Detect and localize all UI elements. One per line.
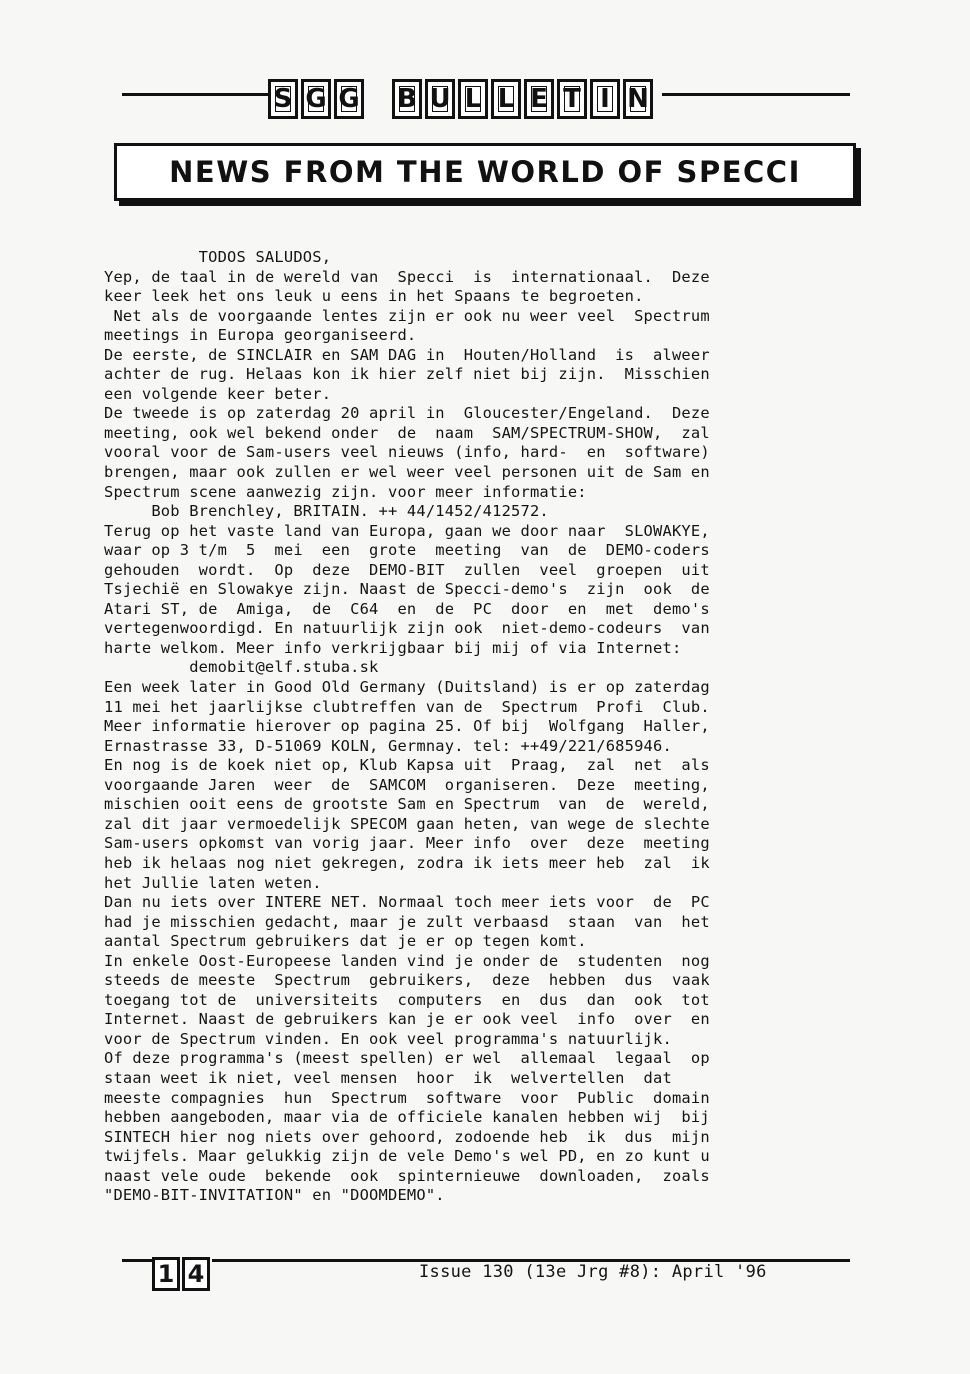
text-line: SINTECH hier nog niets over gehoord, zodoende heb ik dus mijn (104, 1127, 710, 1146)
page-number (152, 1257, 210, 1291)
masthead-letter: S (268, 79, 298, 119)
text-line: Spectrum scene aanwezig zijn. voor meer informatie: (104, 482, 587, 501)
text-line: De tweede is op zaterdag 20 april in Gloucester/Engeland. Deze (104, 404, 710, 423)
text-line: Dan nu iets over INTERE NET. Normaal toch meer iets voor de PC (104, 893, 710, 912)
masthead-letter: G (334, 79, 364, 119)
masthead-word-sgg (268, 79, 364, 119)
text-line: waar op 3 t/m 5 mei een grote meeting van de DEMO-coders (104, 541, 710, 560)
text-line: Net als de voorgaande lentes zijn er ook nu weer veel Spectrum (104, 306, 710, 325)
text-line: Tsjechië en Slowakye zijn. Naast de Specci-demo's zijn ook de (104, 580, 710, 599)
masthead-letter: U (425, 79, 455, 119)
page-number-digit: 1 (152, 1257, 180, 1291)
text-line: steeds de meeste Spectrum gebruikers, deze hebben dus vaak (104, 971, 710, 990)
text-line: De eerste, de SINCLAIR en SAM DAG in Houten/Holland is alweer (104, 345, 710, 364)
text-line: vertegenwoordigd. En natuurlijk zijn ook niet-demo-codeurs van (104, 619, 710, 638)
text-line: In enkele Oost-Europeese landen vind je onder de studenten nog (104, 951, 710, 970)
text-line: TODOS SALUDOS, (104, 248, 332, 266)
text-line: toegang tot de universiteits computers en dus dan ook tot (104, 990, 710, 1009)
text-line: staan weet ik niet, veel mensen hoor ik welvertellen dat (104, 1068, 672, 1087)
masthead-word-bulletin (392, 79, 653, 119)
article-body (104, 248, 860, 1206)
text-line: Internet. Naast de gebruikers kan je er ook veel info over en (104, 1010, 710, 1029)
text-line: achter de rug. Helaas kon ik hier zelf niet bij zijn. Misschien (104, 365, 710, 384)
text-line: En nog is de koek niet op, Klub Kapsa uit Praag, zal net als (104, 756, 710, 775)
text-line: meeting, ook wel bekend onder de naam SAM/SPECTRUM-SHOW, zal (104, 423, 710, 442)
text-line: aantal Spectrum gebruikers dat je er op tegen komt. (104, 932, 587, 951)
text-line: mischien ooit eens de grootste Sam en Spectrum van de wereld, (104, 795, 710, 814)
text-line: demobit@elf.stuba.sk (104, 658, 379, 677)
text-line: harte welkom. Meer info verkrijgbaar bij mij of via Internet: (104, 638, 682, 657)
text-line: het Jullie laten weten. (104, 873, 322, 892)
text-line: Ernastrasse 33, D-51069 KOLN, Germnay. tel: ++49/221/685946. (104, 736, 672, 755)
text-line: Of deze programma's (meest spellen) er wel allemaal legaal op (104, 1049, 710, 1068)
text-line: zal dit jaar vermoedelijk SPECOM gaan heten, van wege de slechte (104, 814, 710, 833)
masthead-rule-left (122, 93, 268, 96)
text-line: vooral voor de Sam-users veel nieuws (info, hard- en software) (104, 443, 710, 462)
masthead-letter: I (590, 79, 620, 119)
text-line: hebben aangeboden, maar via de officiele kanalen hebben wij bij (104, 1108, 710, 1127)
masthead-letter: E (524, 79, 554, 119)
masthead-letter: B (392, 79, 422, 119)
masthead-letter: L (458, 79, 488, 119)
text-line: meetings in Europa georganiseerd. (104, 326, 417, 345)
text-line: 11 mei het jaarlijkse clubtreffen van de Spectrum Profi Club. (104, 697, 710, 716)
text-line: heb ik helaas nog niet gekregen, zodra ik iets meer heb zal ik (104, 853, 710, 872)
text-line: Bob Brenchley, BRITAIN. ++ 44/1452/412572. (104, 502, 549, 521)
text-line: meeste compagnies hun Spectrum software voor Public domain (104, 1088, 710, 1107)
text-line: Atari ST, de Amiga, de C64 en de PC door en met demo's (104, 599, 710, 618)
footer-rule-left (122, 1259, 152, 1262)
text-line: Yep, de taal in de wereld van Specci is internationaal. Deze (104, 267, 710, 286)
text-line: voorgaande Jaren weer de SAMCOM organiseren. Deze meeting, (104, 775, 710, 794)
text-line: naast vele oude bekende ook spinternieuwe downloaden, zoals (104, 1166, 710, 1185)
article-title-box (114, 143, 856, 201)
text-line: voor de Spectrum vinden. En ook veel programma's natuurlijk. (104, 1029, 672, 1048)
issue-info: Issue 130 (13e Jrg #8): April '96 (419, 1262, 767, 1282)
page-number-digit: 4 (182, 1257, 210, 1291)
text-line: twijfels. Maar gelukkig zijn de vele Demo's wel PD, en zo kunt u (104, 1147, 710, 1166)
text-line: brengen, maar ook zullen er wel weer veel personen uit de Sam en (104, 463, 710, 482)
text-line: Een week later in Good Old Germany (Duitsland) is er op zaterdag (104, 678, 710, 697)
text-line: Terug op het vaste land van Europa, gaan we door naar SLOWAKYE, (104, 521, 710, 540)
masthead-letter: N (623, 79, 653, 119)
masthead-letter: T (557, 79, 587, 119)
text-line: had je misschien gedacht, maar je zult verbaasd staan van het (104, 912, 710, 931)
masthead-logo (268, 76, 662, 122)
masthead-letter: G (301, 79, 331, 119)
masthead-letter: L (491, 79, 521, 119)
article-title: NEWS FROM THE WORLD OF SPECCI (169, 155, 801, 189)
text-line: een volgende keer beter. (104, 384, 332, 403)
text-line: keer leek het ons leuk u eens in het Spaans te begroeten. (104, 287, 644, 306)
text-line: gehouden wordt. Op deze DEMO-BIT zullen veel groepen uit (104, 560, 710, 579)
masthead-rule-right (662, 93, 850, 96)
text-line: Meer informatie hierover op pagina 25. Of bij Wolfgang Haller, (104, 717, 710, 736)
text-line: Sam-users opkomst van vorig jaar. Meer info over deze meeting (104, 834, 710, 853)
text-line: "DEMO-BIT-INVITATION" en "DOOMDEMO". (104, 1186, 445, 1205)
